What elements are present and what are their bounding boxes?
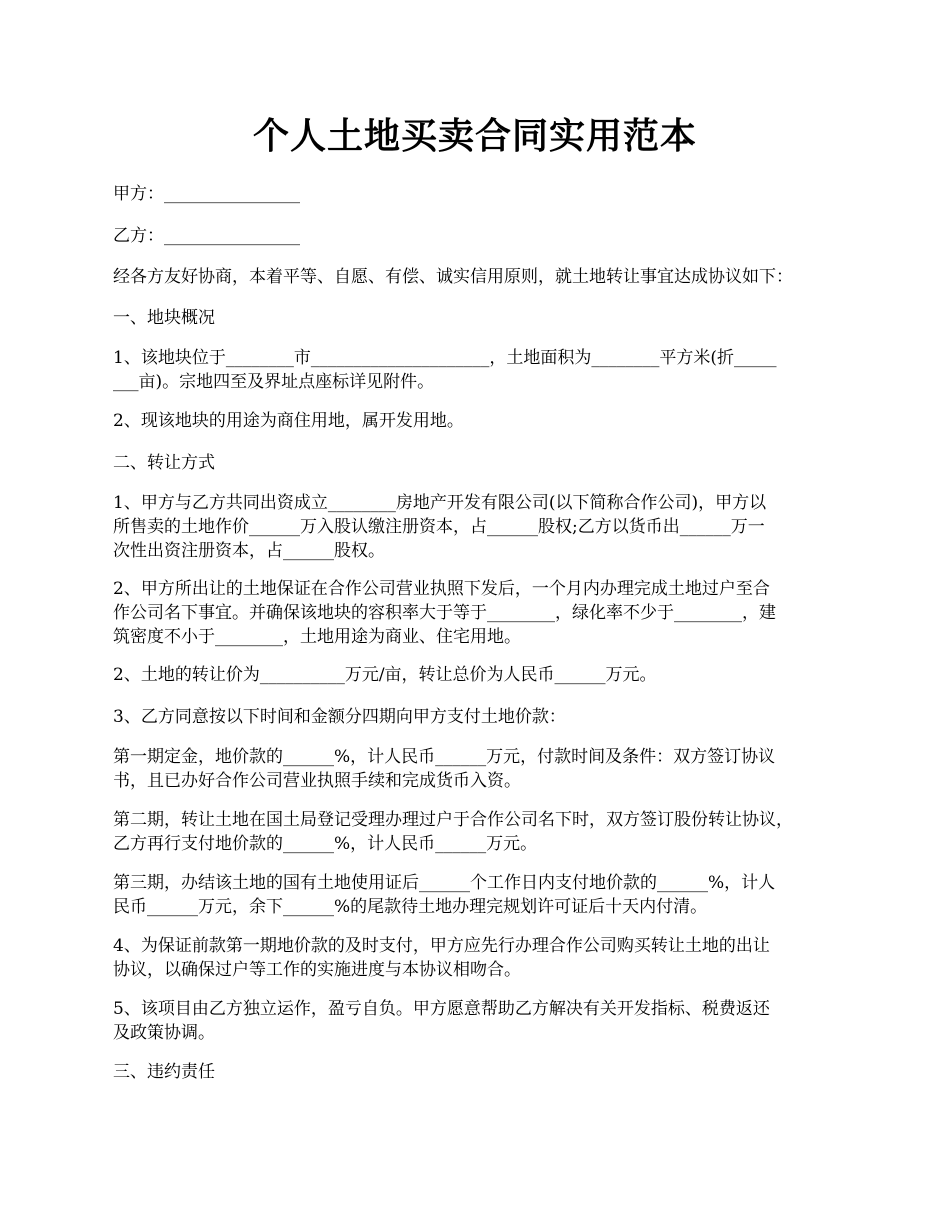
party-b-line: 乙方：________________ (113, 226, 300, 246)
intro-paragraph: 经各方友好协商，本着平等、自愿、有偿、诚实信用原则，就土地转让事宜达成协议如下： (113, 267, 793, 287)
text-line: 次性出资注册资本，占______股权。 (113, 541, 385, 561)
text-line: 5、该项目由乙方独立运作，盈亏自负。甲方愿意帮助乙方解决有关开发指标、税费返还 (113, 999, 770, 1019)
document-title: 个人土地买卖合同实用范本 (252, 115, 697, 157)
payment-phase-1-paragraph (113, 745, 853, 793)
party-a-line: 甲方：________________ (113, 184, 300, 204)
section-heading-liability: 三、违约责任 (113, 1062, 215, 1082)
text-line: 4、为保证前款第一期地价款的及时支付，甲方应先行办理合作公司购买转让土地的出让 (113, 936, 770, 956)
text-line: 所售卖的土地作价______万入股认缴注册资本，占______股权;乙方以货币出______万一 (113, 517, 765, 537)
text-line: 乙方再行支付地价款的______%，计人民币______万元。 (113, 834, 538, 854)
text-line: ___亩)。宗地四至及界址点座标详见附件。 (113, 372, 435, 392)
payment-phase-3-paragraph (113, 871, 853, 919)
independent-operation-paragraph (113, 997, 853, 1045)
payment-guarantee-paragraph (113, 934, 853, 982)
text-line: 第三期，办结该土地的国有土地使用证后______个工作日内支付地价款的______%，计人 (113, 873, 776, 893)
text-line: 第二期，转让土地在国土局登记受理办理过户于合作公司名下时，双方签订股份转让协议， (113, 810, 793, 830)
text-line: 1、该地块位于________市_____________________，土地面积为________平方米(折_____ (113, 348, 777, 368)
payment-schedule-paragraph: 3、乙方同意按以下时间和金额分四期向甲方支付土地价款： (113, 707, 566, 727)
land-use-paragraph: 2、现该地块的用途为商住用地，属开发用地。 (113, 411, 464, 431)
joint-venture-paragraph (113, 491, 853, 563)
payment-phase-2-paragraph (113, 808, 853, 856)
text-line: 筑密度不小于________，土地用途为商业、住宅用地。 (113, 627, 521, 647)
text-line: 协议，以确保过户等工作的实施进度与本协议相吻合。 (113, 960, 521, 980)
text-line: 1、甲方与乙方共同出资成立________房地产开发有限公司(以下简称合作公司)，甲方以 (113, 493, 767, 513)
land-transfer-guarantee-paragraph (113, 577, 853, 649)
section-heading-land-overview: 一、地块概况 (113, 308, 215, 328)
text-line: 作公司名下事宜。并确保该地块的容积率大于等于________，绿化率不少于________，建 (113, 603, 776, 623)
text-line: 及政策协调。 (113, 1023, 215, 1043)
text-line: 第一期定金，地价款的______%，计人民币______万元，付款时间及条件：双方签订协议 (113, 747, 776, 767)
land-location-paragraph (113, 346, 853, 394)
text-line: 2、甲方所出让的土地保证在合作公司营业执照下发后，一个月内办理完成土地过户至合 (113, 579, 770, 599)
transfer-price-paragraph: 2、土地的转让价为__________万元/亩，转让总价为人民币______万元。 (113, 665, 657, 685)
section-heading-transfer-method: 二、转让方式 (113, 453, 215, 473)
text-line: 民币______万元，余下______%的尾款待土地办理完规划许可证后十天内付清。 (113, 897, 708, 917)
text-line: 书，且已办好合作公司营业执照手续和完成货币入资。 (113, 771, 521, 791)
